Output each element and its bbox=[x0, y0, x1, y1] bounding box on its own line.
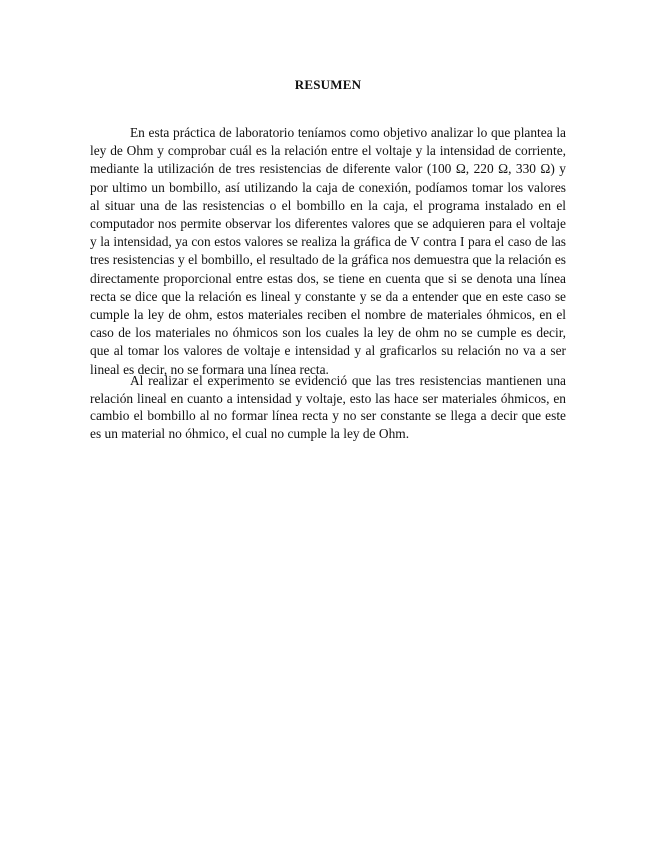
page-title: RESUMEN bbox=[294, 77, 362, 92]
summary-paragraph-1: En esta práctica de laboratorio teníamos como objetivo analizar lo que plantea la ley de Ohm y comprobar cuál es la relación entre el voltaje y la intensidad de corriente, mediante la utilización de tres resistencias de diferente valor (100 Ω, 220 Ω, 330 Ω) y por ultimo un bombillo, así utilizando la caja de conexión, podíamos tomar los valores al situar una de las resistencias o el bombillo en la caja, el programa instalado en el computador nos permite observar los diferentes valores que se adquieren para el voltaje y la intensidad, ya con estos valores se realiza la gráfica de V contra I para el caso de las tres resistencias y el bombillo, el resultado de la gráfica nos demuestra que la relación es directamente proporcional entre estas dos, se tiene en cuenta que si se denota una línea recta se dice que la relación es lineal y constante y se da a entender que en este caso se cumple la ley de ohm, estos materiales reciben el nombre de materiales óhmicos, en el caso de los materiales no óhmicos son los cuales la ley de ohm no se cumple es decir, que al tomar los valores de voltaje e intensidad y al graficarlos su relación no va a ser lineal es decir, no se formara una línea recta. bbox=[90, 125, 566, 377]
summary-paragraph-2: Al realizar el experimento se evidenció que las tres resistencias mantienen una relación lineal en cuanto a intensidad y voltaje, esto las hace ser materiales óhmicos, en cambio el bombillo al no formar línea recta y no ser constante se llega a decir que este es un material no óhmico, el cual no cumple la ley de Ohm. bbox=[90, 373, 566, 441]
